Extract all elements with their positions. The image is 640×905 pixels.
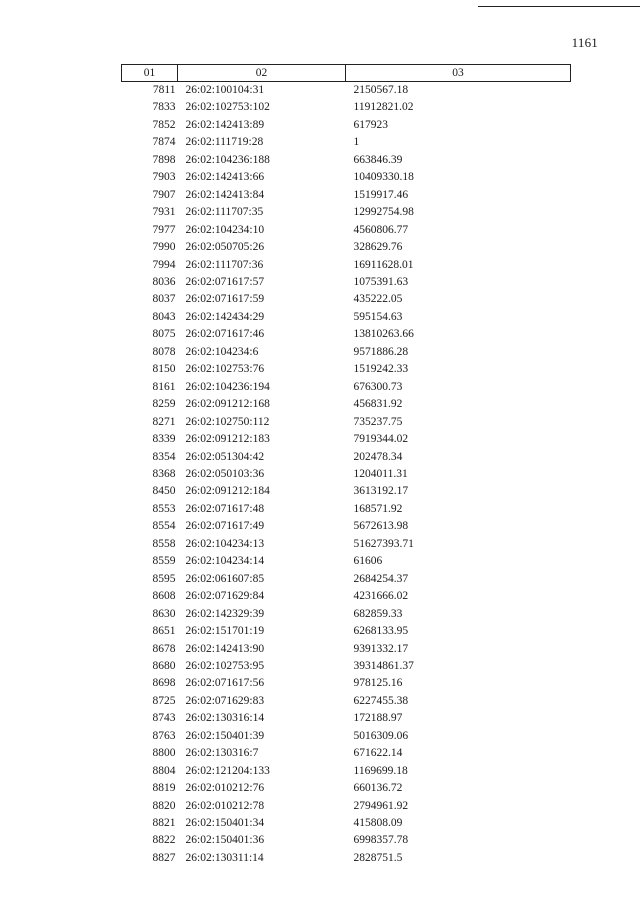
row-id-cell: 8698 (152, 677, 176, 690)
table-row (122, 501, 571, 518)
row-id-cell: 8368 (152, 467, 176, 480)
row-id-cell: 7990 (152, 241, 176, 254)
table-row (122, 710, 571, 727)
row-id-cell: 8271 (152, 415, 176, 428)
row-id-cell: 8037 (152, 293, 176, 306)
table-row (122, 169, 571, 186)
cadastral-number-cell: 26:02:150401:36 (185, 834, 265, 847)
row-id-cell: 8150 (152, 363, 176, 376)
cadastral-number-cell: 26:02:050705:26 (185, 241, 265, 254)
table-row (122, 623, 571, 640)
value-cell: 16911628.01 (353, 258, 414, 271)
row-id-cell: 8161 (152, 380, 176, 393)
cadastral-number-cell: 26:02:111707:35 (185, 206, 264, 219)
cadastral-number-cell: 26:02:142413:90 (185, 642, 265, 655)
value-cell: 435222.05 (353, 293, 403, 306)
row-id-cell: 8804 (152, 764, 176, 777)
cadastral-number-cell: 26:02:100104:31 (185, 84, 265, 96)
value-cell: 978125.16 (353, 677, 403, 690)
row-id-cell: 8763 (152, 729, 176, 742)
cadastral-number-cell: 26:02:102753:95 (185, 659, 265, 672)
value-cell: 51627393.71 (353, 537, 414, 550)
cadastral-number-cell: 26:02:071617:46 (185, 328, 265, 341)
value-cell: 1519917.46 (353, 188, 409, 201)
table-row (122, 553, 571, 570)
table-row (122, 222, 571, 239)
cadastral-number-cell: 26:02:104234:6 (185, 345, 259, 358)
row-id-cell: 8553 (152, 502, 176, 515)
table-row (122, 780, 571, 797)
table-row (122, 99, 571, 116)
page-number: 1161 (571, 35, 598, 50)
cadastral-number-cell: 26:02:071617:49 (185, 520, 265, 533)
value-cell: 456831.92 (353, 398, 403, 411)
row-id-cell: 8339 (152, 433, 176, 446)
cadastral-number-cell: 26:02:050103:36 (185, 467, 265, 480)
cadastral-number-cell: 26:02:130316:14 (185, 712, 265, 725)
table-row (122, 641, 571, 658)
row-id-cell: 8450 (152, 485, 176, 498)
table-row (122, 361, 571, 378)
cadastral-number-cell: 26:02:142413:66 (185, 171, 265, 184)
table-row (122, 257, 571, 274)
value-cell: 12992754.98 (353, 206, 414, 219)
table-row (122, 326, 571, 343)
value-cell: 2150567.18 (353, 84, 409, 96)
table-row (122, 693, 571, 710)
column-header-02: 02 (178, 65, 346, 82)
table-row (122, 588, 571, 605)
cadastral-number-cell: 26:02:102750:112 (185, 415, 270, 428)
cadastral-number-cell: 26:02:071617:56 (185, 677, 265, 690)
table-row (122, 117, 571, 134)
row-id-cell: 8725 (152, 694, 176, 707)
cadastral-number-cell: 26:02:142434:29 (185, 310, 265, 323)
cadastral-number-cell: 26:02:130311:14 (185, 851, 264, 864)
cadastral-number-cell: 26:02:104236:188 (185, 153, 270, 166)
cadastral-number-cell: 26:02:010212:76 (185, 782, 265, 795)
row-id-cell: 8822 (152, 834, 176, 847)
value-cell: 6998357.78 (353, 834, 409, 847)
value-cell: 7919344.02 (353, 433, 409, 446)
cadastral-number-cell: 26:02:102753:102 (185, 101, 270, 114)
value-cell: 676300.73 (353, 380, 403, 393)
row-id-cell: 8259 (152, 398, 176, 411)
table-row (122, 466, 571, 483)
header-row (122, 65, 571, 82)
data-table (121, 64, 571, 867)
table-row (122, 536, 571, 553)
row-id-cell: 8819 (152, 782, 176, 795)
table-row (122, 82, 571, 100)
cadastral-number-cell: 26:02:091212:168 (185, 398, 270, 411)
table-row (122, 309, 571, 326)
row-id-cell: 8043 (152, 310, 176, 323)
value-cell: 39314861.37 (353, 659, 414, 672)
row-id-cell: 7907 (152, 188, 176, 201)
column-header-03: 03 (346, 65, 571, 82)
cadastral-number-cell: 26:02:091212:184 (185, 485, 270, 498)
cadastral-number-cell: 26:02:071617:48 (185, 502, 265, 515)
table-row (122, 274, 571, 291)
value-cell: 1075391.63 (353, 275, 409, 288)
table-row (122, 483, 571, 500)
row-id-cell: 8554 (152, 520, 176, 533)
row-id-cell: 7852 (152, 118, 176, 131)
table-row (122, 204, 571, 221)
row-id-cell: 7994 (152, 258, 176, 271)
table-row (122, 187, 571, 204)
top-rule (478, 6, 640, 7)
row-id-cell: 8630 (152, 607, 176, 620)
row-id-cell: 8651 (152, 625, 176, 638)
cadastral-number-cell: 26:02:104236:194 (185, 380, 270, 393)
value-cell: 617923 (353, 118, 388, 131)
cadastral-number-cell: 26:02:142413:89 (185, 118, 265, 131)
cadastral-number-cell: 26:02:102753:76 (185, 363, 265, 376)
value-cell: 2794961.92 (353, 799, 409, 812)
row-id-cell: 8036 (152, 275, 176, 288)
table-row (122, 832, 571, 849)
table-row (122, 675, 571, 692)
value-cell: 671622.14 (353, 747, 403, 760)
cadastral-number-cell: 26:02:091212:183 (185, 433, 270, 446)
table-row (122, 815, 571, 832)
table-row (122, 763, 571, 780)
table-header (122, 65, 571, 82)
value-cell: 9391332.17 (353, 642, 409, 655)
value-cell: 328629.76 (353, 241, 403, 254)
cadastral-number-cell: 26:02:150401:39 (185, 729, 265, 742)
value-cell: 6268133.95 (353, 625, 409, 638)
value-cell: 3613192.17 (353, 485, 409, 498)
table-row (122, 291, 571, 308)
cadastral-number-cell: 26:02:071617:59 (185, 293, 265, 306)
value-cell: 10409330.18 (353, 171, 414, 184)
cadastral-number-cell: 26:02:150401:34 (185, 817, 265, 830)
table-row (122, 431, 571, 448)
cadastral-number-cell: 26:02:071629:83 (185, 694, 265, 707)
row-id-cell: 8075 (152, 328, 176, 341)
table-row (122, 152, 571, 169)
row-id-cell: 8800 (152, 747, 176, 760)
cadastral-number-cell: 26:02:071617:57 (185, 275, 265, 288)
table-body (122, 82, 571, 868)
table-row (122, 414, 571, 431)
cadastral-number-cell: 26:02:142329:39 (185, 607, 265, 620)
table-row (122, 728, 571, 745)
cadastral-number-cell: 26:02:111719:28 (185, 136, 264, 149)
value-cell: 660136.72 (353, 782, 403, 795)
row-id-cell: 8743 (152, 712, 176, 725)
value-cell: 595154.63 (353, 310, 403, 323)
cadastral-number-cell: 26:02:104234:10 (185, 223, 265, 236)
cadastral-number-cell: 26:02:111707:36 (185, 258, 264, 271)
value-cell: 9571886.28 (353, 345, 409, 358)
value-cell: 13810263.66 (353, 328, 414, 341)
value-cell: 1204011.31 (353, 467, 408, 480)
row-id-cell: 7833 (152, 101, 176, 114)
value-cell: 415808.09 (353, 817, 403, 830)
value-cell: 735237.75 (353, 415, 403, 428)
row-id-cell: 8558 (152, 537, 176, 550)
value-cell: 5016309.06 (353, 729, 409, 742)
value-cell: 1519242.33 (353, 363, 409, 376)
row-id-cell: 8354 (152, 450, 176, 463)
value-cell: 172188.97 (353, 712, 403, 725)
table-row (122, 606, 571, 623)
row-id-cell: 8827 (152, 851, 176, 864)
row-id-cell: 7898 (152, 153, 176, 166)
table-row (122, 745, 571, 762)
row-id-cell: 8678 (152, 642, 176, 655)
row-id-cell: 7903 (152, 171, 176, 184)
cadastral-number-cell: 26:02:130316:7 (185, 747, 259, 760)
row-id-cell: 7977 (152, 223, 176, 236)
value-cell: 1 (353, 136, 360, 149)
value-cell: 61606 (353, 555, 383, 568)
value-cell: 11912821.02 (353, 101, 414, 114)
table-row (122, 134, 571, 151)
row-id-cell: 8559 (152, 555, 176, 568)
cadastral-number-cell: 26:02:071629:84 (185, 590, 265, 603)
row-id-cell: 8608 (152, 590, 176, 603)
cadastral-number-cell: 26:02:051304:42 (185, 450, 265, 463)
cadastral-number-cell: 26:02:151701:19 (185, 625, 265, 638)
row-id-cell: 8821 (152, 817, 176, 830)
table-row (122, 798, 571, 815)
value-cell: 168571.92 (353, 502, 403, 515)
value-cell: 6227455.38 (353, 694, 409, 707)
cadastral-number-cell: 26:02:010212:78 (185, 799, 265, 812)
row-id-cell: 7931 (152, 206, 176, 219)
value-cell: 4560806.77 (353, 223, 409, 236)
row-id-cell: 7874 (152, 136, 176, 149)
cadastral-number-cell: 26:02:104234:14 (185, 555, 265, 568)
table-row (122, 239, 571, 256)
table-row (122, 396, 571, 413)
cadastral-number-cell: 26:02:104234:13 (185, 537, 265, 550)
table-row (122, 449, 571, 466)
value-cell: 2684254.37 (353, 572, 409, 585)
table-row (122, 850, 571, 867)
value-cell: 1169699.18 (353, 764, 408, 777)
table-row (122, 658, 571, 675)
row-id-cell: 8820 (152, 799, 176, 812)
row-id-cell: 8078 (152, 345, 176, 358)
column-header-01: 01 (122, 65, 178, 82)
value-cell: 682859.33 (353, 607, 403, 620)
row-id-cell: 8595 (152, 572, 176, 585)
value-cell: 5672613.98 (353, 520, 409, 533)
cadastral-number-cell: 26:02:061607:85 (185, 572, 265, 585)
value-cell: 4231666.02 (353, 590, 409, 603)
row-id-cell: 7811 (152, 84, 176, 96)
table-row (122, 518, 571, 535)
value-cell: 2828751.5 (353, 851, 403, 864)
table-row (122, 344, 571, 361)
row-id-cell: 8680 (152, 659, 176, 672)
value-cell: 663846.39 (353, 153, 403, 166)
cadastral-number-cell: 26:02:142413:84 (185, 188, 265, 201)
cadastral-number-cell: 26:02:121204:133 (185, 764, 270, 777)
value-cell: 202478.34 (353, 450, 403, 463)
table-row (122, 571, 571, 588)
table-row (122, 379, 571, 396)
